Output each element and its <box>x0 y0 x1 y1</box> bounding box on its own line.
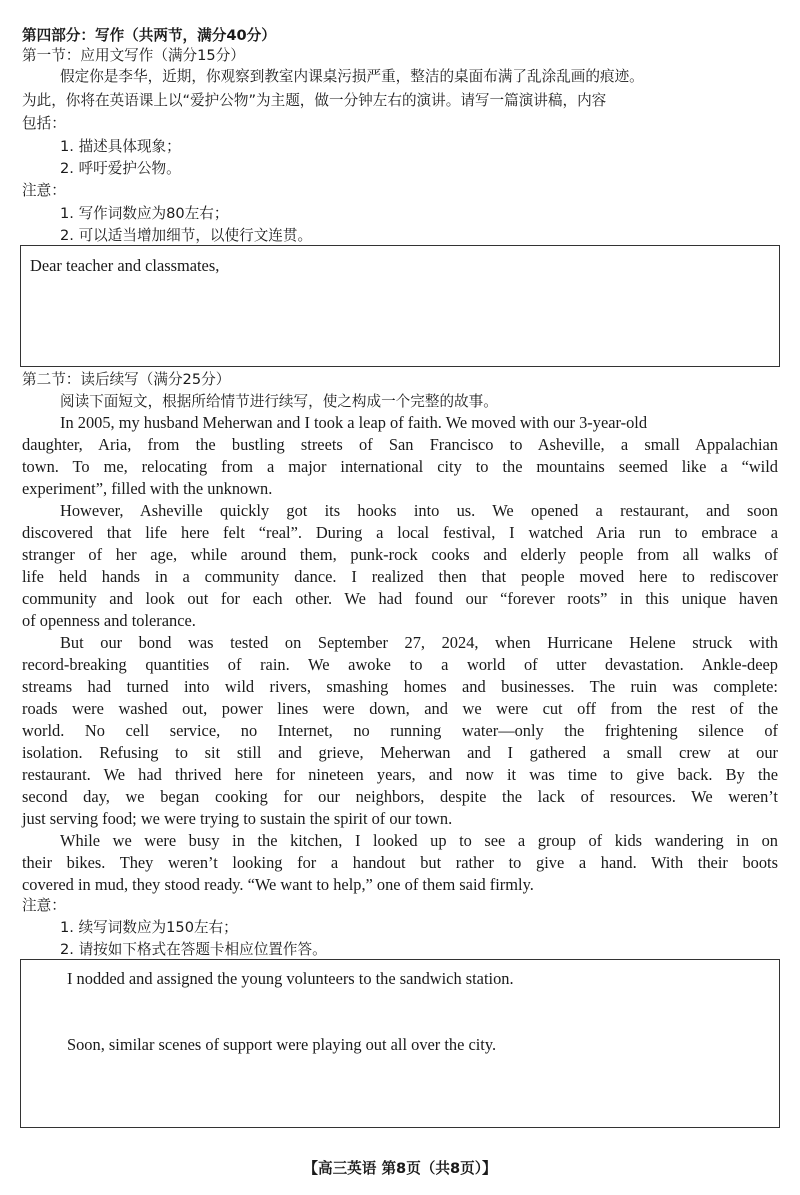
page-footer: 【高三英语 第8页（共8页）】 <box>303 1160 497 1177</box>
story-line: restaurant. We had thrived here for nineteen years, and now it was time to give back. By the <box>22 765 778 784</box>
story-line: However, Asheville quickly got its hooks into us. We opened a restaurant, and soon <box>60 501 778 520</box>
part1-answer-box[interactable] <box>20 245 780 367</box>
story-line: discovered that life here felt “real”. During a local festival, I watched Aria run to embrace a <box>22 523 778 542</box>
story-line: community and look out for each other. We had found our “forever roots” in this unique haven <box>22 589 778 608</box>
part2-heading: 第二节：读后续写（满分25分） <box>22 371 231 388</box>
part1-answer-start: Dear teacher and classmates, <box>30 256 220 275</box>
part1-note-label: 注意： <box>22 182 66 199</box>
story-line: daughter, Aria, from the bustling streets of San Francisco to Asheville, a small Appalachian <box>22 435 778 454</box>
story-line: isolation. Refusing to sit still and grieve, Meherwan and I gathered a small crew at our <box>22 743 778 762</box>
story-line: stranger of her age, while around them, punk-rock cooks and elderly people from all walks of <box>22 545 778 564</box>
story-line: In 2005, my husband Meherwan and I took a leap of faith. We moved with our 3-year-old <box>60 413 648 432</box>
story-line: of openness and tolerance. <box>22 611 196 630</box>
story-line: covered in mud, they stood ready. “We want to help,” one of them said firmly. <box>22 875 534 894</box>
part2-note-label: 注意： <box>22 897 66 914</box>
part1-prompt-line: 假定你是李华，近期，你观察到教室内课桌污损严重，整洁的桌面布满了乱涂乱画的痕迹。 <box>60 68 644 85</box>
section-title: 第四部分：写作（共两节，满分40分） <box>22 27 276 44</box>
story-line: just serving food; we were trying to sustain the spirit of our town. <box>22 809 453 828</box>
story-line: their bikes. They weren’t looking for a handout but rather to give a hand. With their boots <box>22 853 778 872</box>
part1-prompt-line: 为此，你将在英语课上以“爱护公物”为主题，做一分钟左右的演讲。请写一篇演讲稿，内容 <box>22 92 607 109</box>
part1-point: 1. 描述具体现象； <box>60 138 181 155</box>
story-line: While we were busy in the kitchen, I looked up to see a group of kids wandering in on <box>60 831 778 850</box>
story-line: experiment”, filled with the unknown. <box>22 479 273 498</box>
part1-note: 2. 可以适当增加细节，以使行文连贯。 <box>60 227 313 244</box>
part2-note: 2. 请按如下格式在答题卡相应位置作答。 <box>60 941 327 958</box>
story-line: town. To me, relocating from a major international city to the mountains seemed like a “wild <box>22 457 778 476</box>
part2-instruction: 阅读下面短文，根据所给情节进行续写，使之构成一个完整的故事。 <box>60 393 498 410</box>
story-line: record-breaking quantities of rain. We awoke to a world of utter devastation. Ankle-deep <box>22 655 778 674</box>
story-line: second day, we began cooking for our neighbors, despite the lack of resources. We weren’t <box>22 787 778 806</box>
para2-start: Soon, similar scenes of support were playing out all over the city. <box>67 1035 497 1054</box>
part1-point: 2. 呼吁爱护公物。 <box>60 160 181 177</box>
story-line: roads were washed out, power lines were down, and we were cut off from the rest of the <box>22 699 778 718</box>
part2-note: 1. 续写词数应为150左右； <box>60 919 238 936</box>
part1-heading: 第一节：应用文写作（满分15分） <box>22 47 245 64</box>
part1-prompt-line: 包括： <box>22 115 66 132</box>
part2-answer-box[interactable] <box>20 959 780 1128</box>
para1-start: I nodded and assigned the young volunteers to the sandwich station. <box>67 969 514 988</box>
part1-note: 1. 写作词数应为80左右； <box>60 205 229 222</box>
story-line: life held hands in a community dance. I realized then that people moved here to rediscover <box>22 567 778 586</box>
story-line: But our bond was tested on September 27, 2024, when Hurricane Helene struck with <box>60 633 778 652</box>
story-line: world. No cell service, no Internet, no running water—only the frightening silence of <box>22 721 778 740</box>
story-line: streams had turned into wild rivers, smashing homes and businesses. The ruin was complete: <box>22 677 778 696</box>
